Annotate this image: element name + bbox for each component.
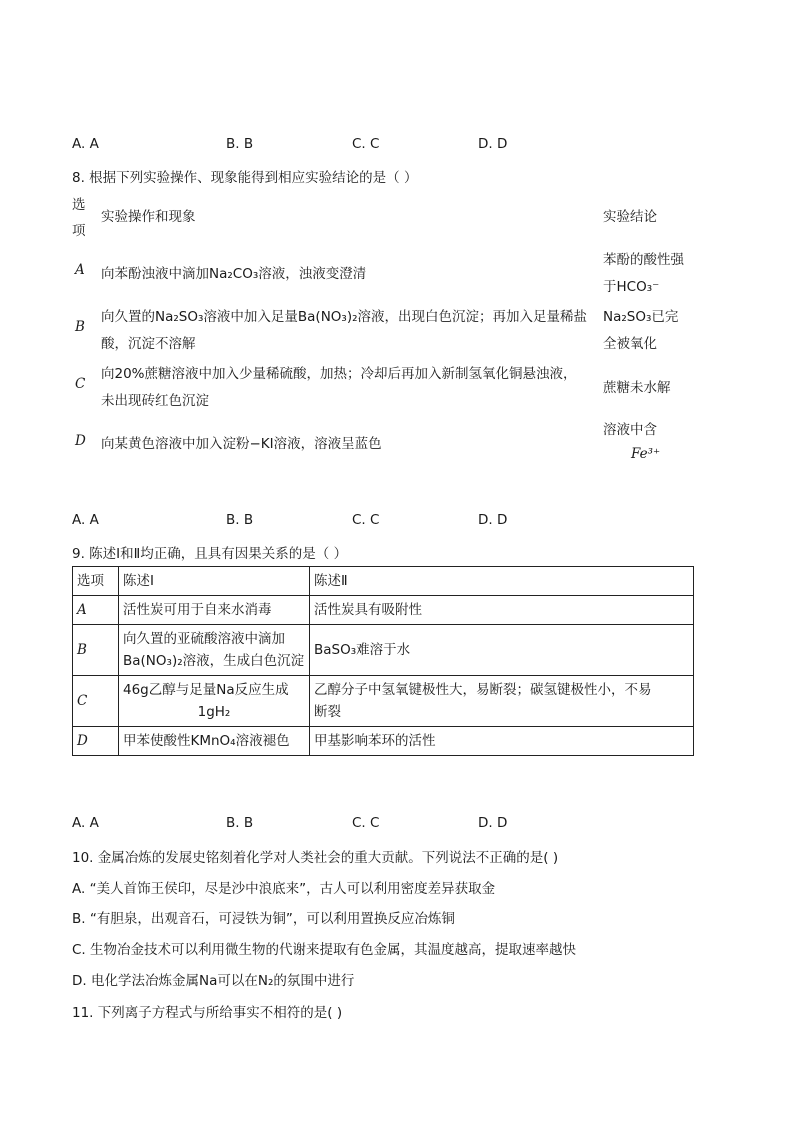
q9-row-b-statement-2: BaSO₃难溶于水 — [310, 625, 694, 676]
q9-row-c-statement-1-line1: 46g乙醇与足量Na反应生成 — [123, 682, 289, 698]
q8-header-operation: 实验操作和现象 — [101, 209, 196, 225]
q9-row-b-statement-1-line1: 向久置的亚硫酸溶液中滴加 — [123, 631, 285, 647]
q8-row-b-conclusion-2: 全被氧化 — [603, 336, 657, 352]
q9-row-c-label: C — [73, 676, 119, 727]
q9-options — [0, 815, 794, 835]
table-row — [73, 676, 694, 727]
q8-row-c-conclusion: 蔗糖未水解 — [603, 380, 671, 396]
q9-option-d[interactable]: D. D — [478, 815, 508, 831]
q8-row-a-conclusion-1: 苯酚的酸性强 — [603, 252, 684, 268]
q9-row-d-statement-1: 甲苯使酸性KMnO₄溶液褪色 — [119, 727, 310, 756]
q9-header-statement-2: 陈述Ⅱ — [310, 567, 694, 596]
q8-option-d[interactable]: D. D — [478, 512, 508, 528]
q9-question: 9. 陈述Ⅰ和Ⅱ均正确，且具有因果关系的是（ ） — [72, 546, 348, 562]
q8-row-d-conclusion-2: Fe³⁺ — [631, 446, 661, 462]
q8-row-a-label: A — [75, 262, 85, 278]
q9-row-d-statement-2: 甲基影响苯环的活性 — [310, 727, 694, 756]
q8-header-option-1: 选 — [72, 197, 86, 213]
q9-row-a-label: A — [73, 596, 119, 625]
q9-row-c-statement-1-line2: 1gH₂ — [197, 704, 231, 720]
q8-option-a[interactable]: A. A — [72, 512, 99, 528]
q9-option-b[interactable]: B. B — [226, 815, 254, 831]
q10-choice-c[interactable]: C. 生物冶金技术可以利用微生物的代谢来提取有色金属，其温度越高，提取速率越快 — [72, 942, 577, 958]
q9-row-c-statement-2-line2: 断裂 — [314, 704, 341, 720]
table-row — [73, 625, 694, 676]
q9-row-b-label: B — [73, 625, 119, 676]
q7-option-b[interactable]: B. B — [226, 136, 254, 152]
q8-row-c-operation-2: 未出现砖红色沉淀 — [101, 393, 209, 409]
q7-option-d[interactable]: D. D — [478, 136, 508, 152]
q10-choice-d[interactable]: D. 电化学法冶炼金属Na可以在N₂的氛围中进行 — [72, 973, 355, 989]
q9-row-c-statement-2-line1: 乙醇分子中氢氧键极性大，易断裂；碳氢键极性小，不易 — [314, 682, 652, 698]
q9-option-a[interactable]: A. A — [72, 815, 99, 831]
q8-option-b[interactable]: B. B — [226, 512, 254, 528]
table-row — [73, 727, 694, 756]
q8-row-c-label: C — [75, 376, 86, 392]
table-row — [73, 596, 694, 625]
q9-row-d-label: D — [73, 727, 119, 756]
q9-row-a-statement-1: 活性炭可用于自来水消毒 — [119, 596, 310, 625]
q8-row-a-operation: 向苯酚浊液中滴加Na₂CO₃溶液，浊液变澄清 — [101, 266, 367, 282]
table-row — [73, 567, 694, 596]
q8-row-a-conclusion-2: 于HCO₃⁻ — [603, 279, 660, 295]
q8-options — [0, 512, 794, 532]
q9-row-c-statement-2 — [310, 676, 694, 727]
q8-row-b-conclusion-1: Na₂SO₃已完 — [603, 309, 679, 325]
q9-row-b-statement-1-line2: Ba(NO₃)₂溶液，生成白色沉淀 — [123, 653, 305, 669]
q10-choice-b[interactable]: B. “有胆泉，出观音石，可浸铁为铜”，可以利用置换反应冶炼铜 — [72, 911, 455, 927]
q8-row-b-operation-1: 向久置的Na₂SO₃溶液中加入足量Ba(NO₃)₂溶液，出现白色沉淀；再加入足量稀盐 — [101, 309, 588, 325]
q9-row-a-statement-2: 活性炭具有吸附性 — [310, 596, 694, 625]
q7-options — [0, 136, 794, 156]
q9-header-statement-1: 陈述Ⅰ — [119, 567, 310, 596]
q10-choice-a[interactable]: A. “美人首饰王侯印，尽是沙中浪底来”，古人可以利用密度差异获取金 — [72, 881, 496, 897]
q7-option-c[interactable]: C. C — [352, 136, 380, 152]
q7-option-a[interactable]: A. A — [72, 136, 99, 152]
q8-row-b-label: B — [75, 319, 85, 335]
q8-row-d-label: D — [75, 433, 86, 449]
q8-row-c-operation-1: 向20%蔗糖溶液中加入少量稀硫酸，加热；冷却后再加入新制氢氧化铜悬浊液， — [101, 366, 577, 382]
q11-question: 11. 下列离子方程式与所给事实不相符的是( ) — [72, 1005, 343, 1021]
q10-question: 10. 金属冶炼的发展史铭刻着化学对人类社会的重大贡献。下列说法不正确的是( ) — [72, 850, 559, 866]
q9-row-c-statement-1 — [119, 676, 310, 727]
q9-table — [72, 566, 694, 756]
q8-row-d-conclusion-1: 溶液中含 — [603, 422, 657, 438]
q8-header-option-2: 项 — [72, 223, 86, 239]
q9-row-b-statement-1 — [119, 625, 310, 676]
q8-header-conclusion: 实验结论 — [603, 209, 657, 225]
q8-row-d-operation: 向某黄色溶液中加入淀粉−KI溶液，溶液呈蓝色 — [101, 436, 382, 452]
q8-row-b-operation-2: 酸，沉淀不溶解 — [101, 336, 196, 352]
q9-header-option: 选项 — [73, 567, 119, 596]
q8-option-c[interactable]: C. C — [352, 512, 380, 528]
q8-question: 8. 根据下列实验操作、现象能得到相应实验结论的是（ ） — [72, 170, 418, 186]
q9-option-c[interactable]: C. C — [352, 815, 380, 831]
